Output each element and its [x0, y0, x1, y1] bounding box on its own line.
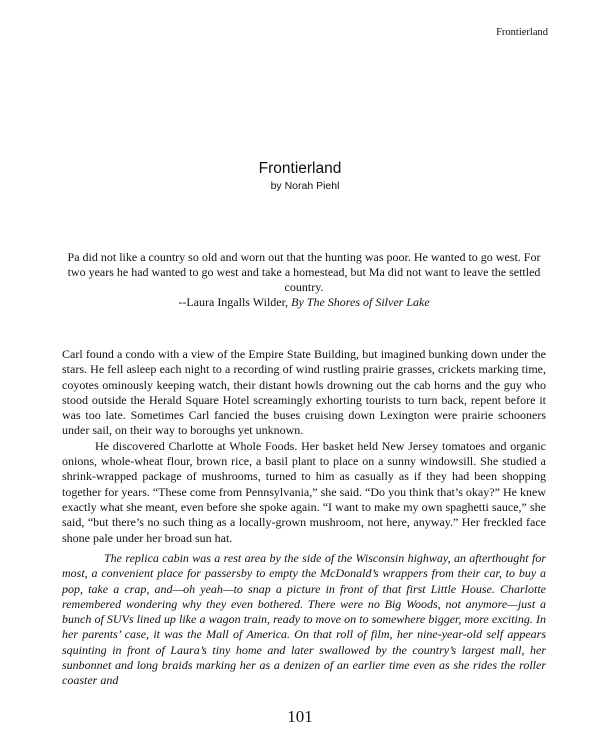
body-text: [62, 347, 546, 546]
page-number: 101: [287, 707, 313, 726]
epigraph: [62, 250, 546, 310]
paragraph: He discovered Charlotte at Whole Foods. Her basket held New Jersey tomatoes and organic onions, whole-wheat flour, brown rice, a basil plant to place on a sunny windowsill. She studied a shrink-wrapped package of mushrooms, turned to him as casually as if they had been shopping together for years. “These come from Pennsylvania,” she said. “Do you think that’s okay?” He knew exactly what she meant, even before she spoke again. “I want to make my own spaghetti sauce,” she said, “but there’s no such thing as a locally-grown mushroom, not here, anyway.” Her freckled face shone pale under her broad sun hat.: [62, 438, 546, 545]
attribution-author: --Laura Ingalls Wilder,: [178, 295, 292, 309]
italic-paragraph: The replica cabin was a rest area by the side of the Wisconsin highway, an afterthought for most, a convenient place for passersby to empty the McDonald’s wrappers from their car, to buy a pop, take a crap, and—oh yeah—to snap a picture in front of that first Little House. Charlotte remembered wondering why they even bothered. There were no Big Woods, not anymore—just a bunch of SUVs lined up like a wagon train, ready to move on to somewhere bigger, more exciting. In her parents’ case, it was the Mall of America. On that roll of film, her nine-year-old self appears squinting in front of Laura’s tiny home and later swallowed by the country’s largest mall, her sunbonnet and long braids marking her as a denizen of an earlier time even as she rides the roller coaster and: [62, 551, 546, 688]
paragraph: Carl found a condo with a view of the Empire State Building, but imagined bunking down under the stars. He fell asleep each night to a recording of wind rustling prairie grasses, crickets marking time, coyotes ominously keeping watch, their distant howls drowning out the cab horns and the guy who stood outside the Herald Square Hotel screamingly exhorting tourists to turn back, repent before it was too late. Sometimes Carl fancied the buses cruising down Lexington were prairie schooners under sail, on their way to boroughs yet unknown.: [62, 347, 546, 438]
story-title: Frontierland: [258, 160, 342, 177]
epigraph-attribution: [62, 295, 546, 310]
epigraph-text: Pa did not like a country so old and worn out that the hunting was poor. He wanted to go west. For two years he had wanted to go west and take a homestead, but Ma did not want to leave the settled country.: [67, 250, 541, 294]
title-block: [0, 160, 600, 193]
byline: by Norah Piehl: [270, 180, 340, 192]
italic-section: [62, 551, 546, 689]
running-head: Frontierland: [496, 27, 548, 38]
attribution-book-title: By The Shores of Silver Lake: [291, 295, 430, 309]
